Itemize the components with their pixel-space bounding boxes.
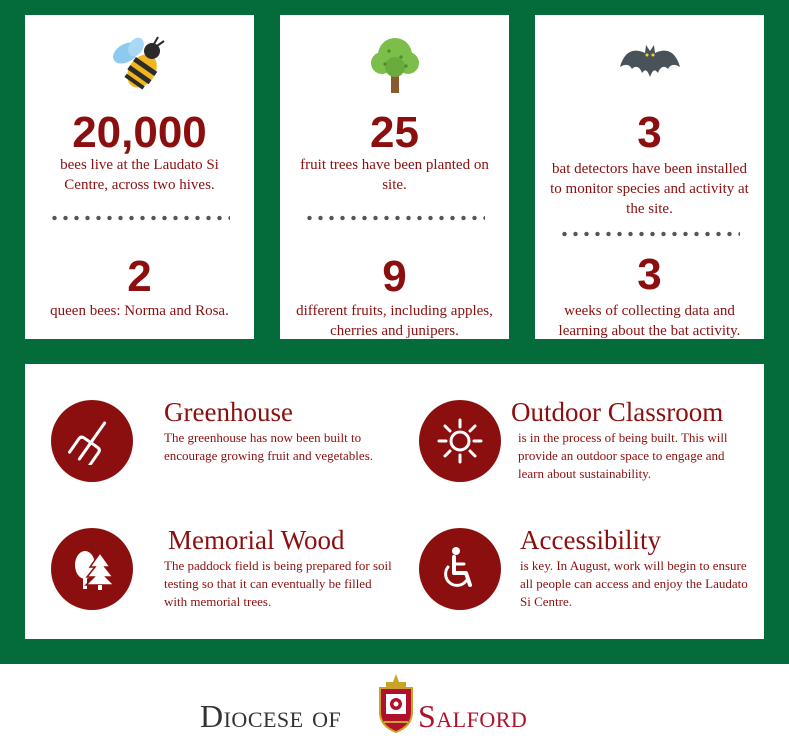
pitchfork-icon xyxy=(68,417,116,465)
stat-description: bees live at the Laudato Si Centre, across two hives. xyxy=(60,157,219,193)
tree-icon xyxy=(363,33,427,97)
dotted-divider xyxy=(304,215,485,221)
feature-title: Greenhouse xyxy=(164,397,293,427)
feature-greenhouse xyxy=(51,396,391,506)
dotted-divider xyxy=(49,215,230,221)
feature-description: The paddock field is being prepared for soil testing so that it can eventually be filled with memorial trees. xyxy=(164,558,392,609)
feature-title: Accessibility xyxy=(520,525,661,555)
bee-icon xyxy=(108,33,172,97)
crest-icon xyxy=(376,674,416,736)
stat-description-secondary: weeks of collecting data and learning about the bat activity. xyxy=(558,303,741,339)
stat-number-secondary: 3 xyxy=(637,250,662,299)
stat-number-secondary: 9 xyxy=(382,252,407,301)
feature-icon-circle xyxy=(51,400,133,482)
stat-number: 3 xyxy=(637,108,662,157)
feature-memorial-wood xyxy=(51,524,391,634)
stat-card-bats xyxy=(535,15,764,339)
feature-description: is key. In August, work will begin to ensure all people can access and enjoy the Laudato Si Centre. xyxy=(520,558,748,609)
logo-text-left: Diocese of xyxy=(200,698,342,734)
stat-description: bat detectors have been installed to monitor species and activity at the site. xyxy=(550,161,749,217)
feature-title: Outdoor Classroom xyxy=(511,397,724,427)
dotted-divider xyxy=(559,231,740,237)
logo-text-right: Salford xyxy=(418,698,528,734)
feature-description: The greenhouse has now been built to encourage growing fruit and vegetables. xyxy=(164,430,374,463)
stat-number: 20,000 xyxy=(72,108,207,157)
stat-number: 25 xyxy=(370,108,419,157)
diocese-logo xyxy=(200,672,590,742)
stat-description-secondary: queen bees: Norma and Rosa. xyxy=(50,303,229,319)
stat-number-secondary: 2 xyxy=(127,252,152,301)
wheelchair-icon xyxy=(436,545,484,593)
sun-icon xyxy=(436,417,484,465)
features-panel xyxy=(25,364,764,639)
bat-icon xyxy=(618,33,682,97)
feature-description: is in the process of being built. This will provide an outdoor space to engage and learn about sustainability. xyxy=(518,430,728,481)
feature-icon-circle xyxy=(51,528,133,610)
stat-card-trees xyxy=(280,15,509,339)
feature-outdoor-classroom xyxy=(419,396,759,506)
stat-card-bees xyxy=(25,15,254,339)
feature-icon-circle xyxy=(419,528,501,610)
stat-description: fruit trees have been planted on site. xyxy=(300,157,489,193)
stat-description-secondary: different fruits, including apples, cherries and junipers. xyxy=(296,303,493,339)
trees-icon xyxy=(68,545,116,593)
feature-icon-circle xyxy=(419,400,501,482)
feature-title: Memorial Wood xyxy=(168,525,345,555)
feature-accessibility xyxy=(419,524,759,634)
